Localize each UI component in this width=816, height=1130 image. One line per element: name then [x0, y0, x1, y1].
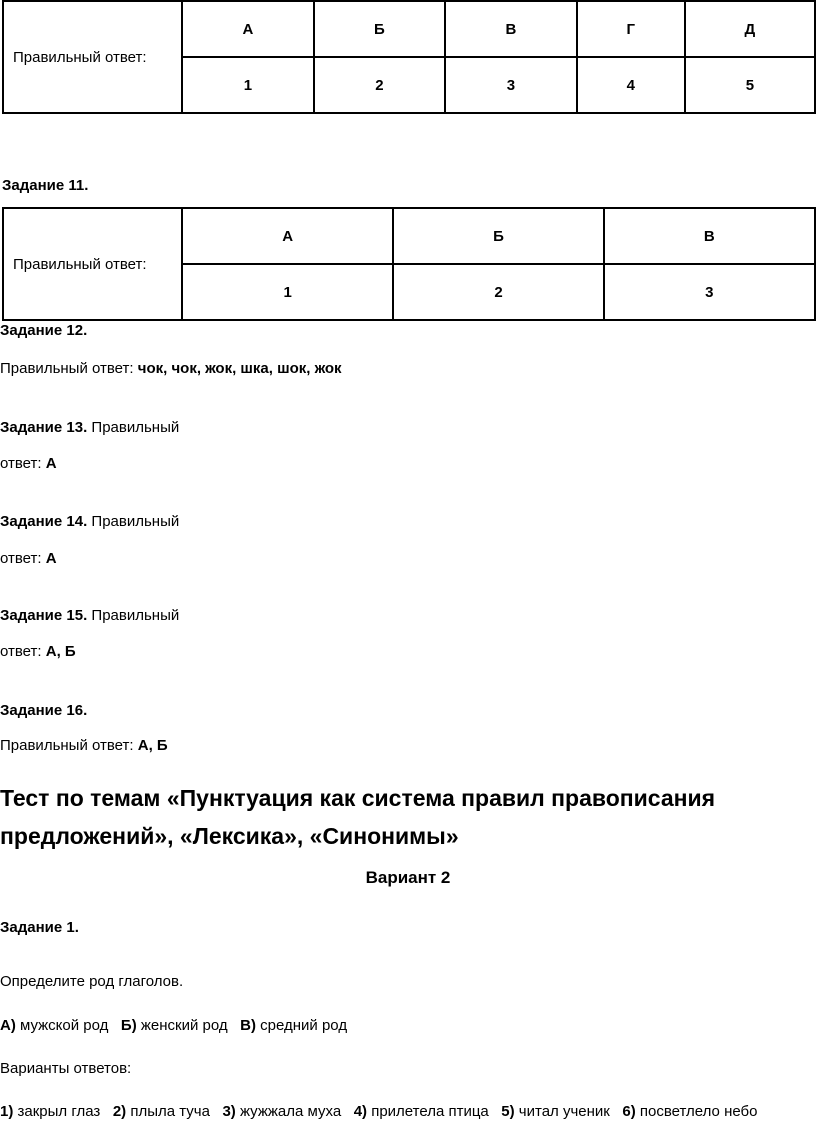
option-key: В)	[240, 1017, 256, 1034]
answer-value: А	[45, 550, 57, 567]
answer-table-2	[2, 207, 816, 321]
option-key: А)	[0, 1017, 16, 1034]
table-cell-letter: В	[604, 208, 815, 264]
table-cell-number: 1	[182, 57, 314, 113]
answer-key: 3)	[222, 1103, 236, 1120]
table-cell-number: 1	[182, 264, 393, 320]
options-line	[0, 1017, 347, 1034]
answers-line	[0, 1103, 757, 1120]
answer-text: жужжала муха	[235, 1103, 342, 1120]
answer-key: 2)	[112, 1103, 127, 1120]
task-12-answer-line	[0, 360, 342, 377]
table-cell-number: 5	[685, 57, 815, 113]
answer-text: плыла туча	[126, 1103, 210, 1120]
table-cell-letter: А	[182, 1, 314, 57]
answer-key: 1)	[0, 1103, 14, 1120]
answer-text: читал ученик	[514, 1103, 610, 1120]
table-cell-letter: В	[445, 1, 577, 57]
answer-prefix: Правильный	[87, 607, 180, 624]
task-13-line-2	[0, 455, 57, 472]
table-cell-letter: Г	[577, 1, 685, 57]
option-key: Б)	[120, 1017, 137, 1034]
answer-table-1	[2, 0, 816, 114]
task-15-line-1	[0, 607, 179, 624]
variants-label: Варианты ответов:	[0, 1060, 132, 1077]
answer-key: 4)	[353, 1103, 368, 1120]
table-cell-number: 2	[393, 264, 603, 320]
table-cell-letter: Б	[314, 1, 445, 57]
answer-label: Правильный ответ:	[3, 208, 182, 320]
answer-prefix: ответ:	[0, 550, 46, 567]
answer-value: А	[45, 455, 57, 472]
option-text: женский род	[136, 1017, 228, 1034]
answer-prefix: ответ:	[0, 455, 46, 472]
task-13-heading: Задание 13.	[0, 419, 88, 436]
answer-prefix: Правильный ответ:	[0, 737, 138, 754]
task-16-answer-line	[0, 737, 168, 754]
answer-key: 5)	[501, 1103, 515, 1120]
question-text: Определите род глаголов.	[0, 973, 184, 990]
task-15-heading: Задание 15.	[0, 607, 88, 624]
table-cell-letter: Б	[393, 208, 603, 264]
answer-prefix: Правильный	[87, 513, 180, 530]
answer-value: чок, чок, жок, шка, шок, жок	[137, 360, 342, 377]
option-text: мужской род	[15, 1017, 109, 1034]
answer-value: А, Б	[45, 643, 76, 660]
answer-text: посветлело небо	[635, 1103, 758, 1120]
table-cell-letter: Д	[685, 1, 815, 57]
task-14-line-1	[0, 513, 179, 530]
task-12-heading: Задание 12.	[0, 322, 88, 339]
task-14-heading: Задание 14.	[0, 513, 88, 530]
table-cell-letter: А	[182, 208, 393, 264]
option-text: средний род	[255, 1017, 348, 1034]
variant-heading: Вариант 2	[365, 868, 451, 887]
table-cell-number: 3	[445, 57, 577, 113]
answer-prefix: ответ:	[0, 643, 46, 660]
task-14-line-2	[0, 550, 57, 567]
test-title: Тест по темам «Пунктуация как система правил правописания предложений», «Лексика», «Синонимы»	[0, 785, 716, 849]
answer-prefix: Правильный	[87, 419, 180, 436]
answer-text: прилетела птица	[367, 1103, 489, 1120]
answer-key: 6)	[622, 1103, 636, 1120]
task-11-heading: Задание 11.	[2, 177, 89, 194]
table-cell-number: 2	[314, 57, 445, 113]
v2-task-1-heading: Задание 1.	[0, 919, 79, 936]
answer-text: закрыл глаз	[13, 1103, 101, 1120]
answer-label: Правильный ответ:	[3, 1, 182, 113]
task-13-line-1	[0, 419, 179, 436]
answer-value: А, Б	[137, 737, 168, 754]
task-16-heading: Задание 16.	[0, 702, 88, 719]
answer-prefix: Правильный ответ:	[0, 360, 138, 377]
table-cell-number: 3	[604, 264, 815, 320]
task-15-line-2	[0, 643, 76, 660]
table-cell-number: 4	[577, 57, 685, 113]
